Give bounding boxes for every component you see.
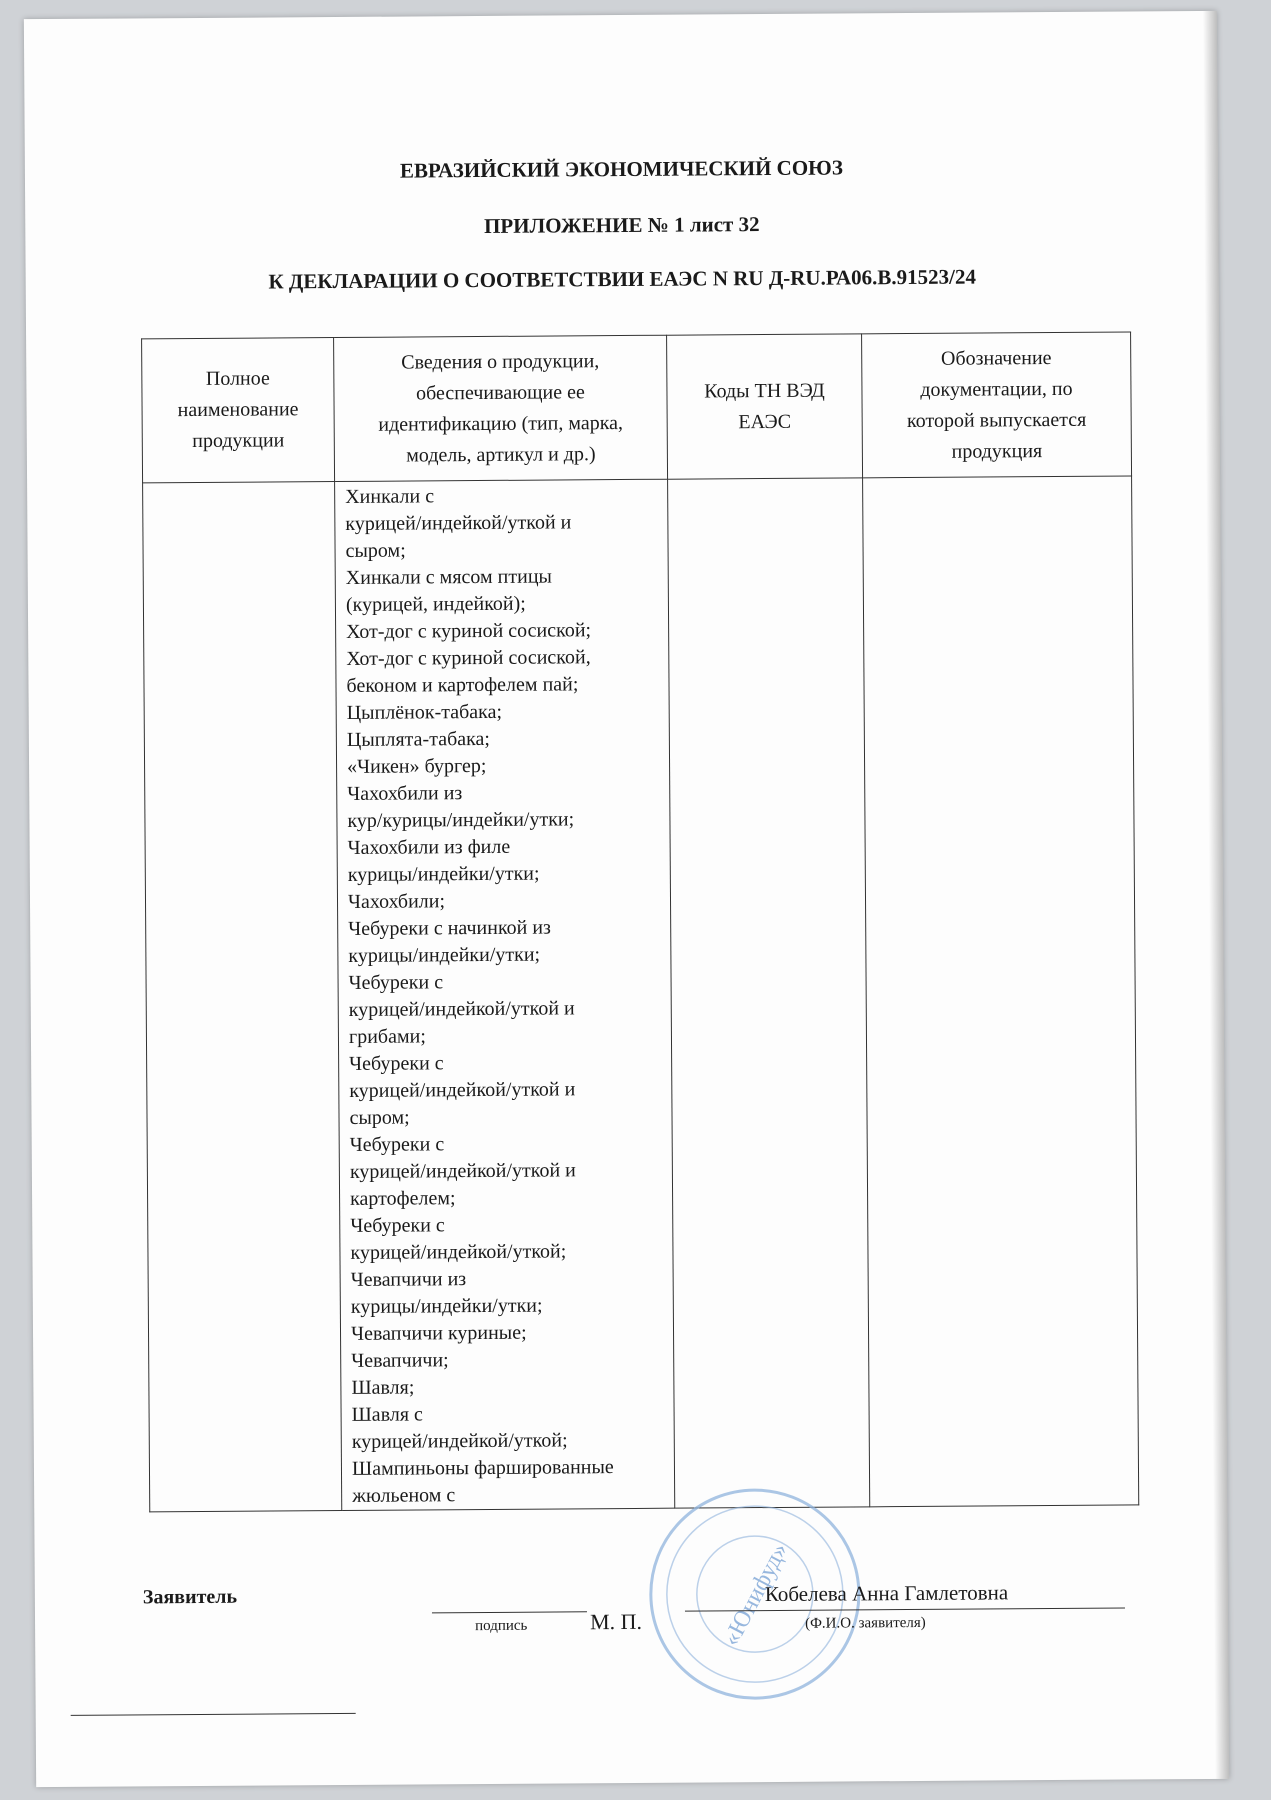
list-item: Чебуреки с [348, 971, 444, 994]
list-item: грибами; [348, 1025, 426, 1048]
list-item: беконом и картофелем пай; [346, 673, 579, 697]
list-item: курицей/индейкой/уткой и [349, 1159, 576, 1183]
column-header-info: Сведения о продукции, обеспечивающие ее идентификацию (тип, марка, модель, артикул и др.) [334, 335, 668, 481]
appendix-title: ПРИЛОЖЕНИЕ № 1 лист 32 [483, 212, 760, 238]
table-header-row [142, 332, 1132, 483]
column-header-documentation: Обозначение документации, по которой выпускается продукция [862, 332, 1132, 478]
list-item: Чебуреки с начинкой из [348, 916, 551, 940]
product-list [335, 480, 674, 1510]
stamp-text: «Юнифуд» [718, 1538, 794, 1651]
column-header-name: Полное наименование продукции [142, 338, 335, 483]
list-item: Чахохбили из [347, 782, 463, 805]
list-item: курицы/индейки/утки; [347, 862, 540, 886]
list-item: Чевапчичи из [350, 1268, 467, 1291]
applicant-name: Кобелева Анна Гамлетовна [764, 1580, 1009, 1607]
seal-label: М. П. [589, 1608, 643, 1635]
list-item: Хот-дог с куриной сосиской, [346, 646, 591, 670]
list-item: сыром; [345, 539, 406, 562]
list-item: картофелем; [350, 1187, 456, 1210]
list-item: Шампиньоны фаршированные [351, 1456, 614, 1480]
cell-product-info [335, 479, 675, 1510]
column-header-codes: Коды ТН ВЭД ЕАЭС [667, 334, 863, 479]
declaration-title: К ДЕКЛАРАЦИИ О СООТВЕТСТВИИ ЕАЭС N RU Д-RU.РА06.В.91523/24 [268, 264, 977, 294]
document-page [24, 11, 1229, 1787]
list-item: Чевапчичи; [351, 1349, 449, 1372]
signature-block [35, 1567, 1229, 1665]
list-item: курицей/индейкой/уткой и [345, 511, 572, 535]
list-item: Чебуреки с [349, 1133, 445, 1156]
list-item: Цыплёнок-табака; [346, 700, 503, 724]
product-table [141, 331, 1139, 1512]
list-item: сыром; [349, 1106, 410, 1129]
applicant-label: Заявитель [142, 1585, 238, 1609]
list-item: Шавля с [351, 1403, 423, 1426]
list-item: курицы/индейки/утки; [350, 1294, 543, 1318]
cell-documentation [863, 476, 1139, 1507]
table-row [143, 476, 1139, 1512]
list-item: Чебуреки с [350, 1214, 445, 1237]
list-item: курицей/индейкой/уткой; [351, 1429, 568, 1453]
union-title: ЕВРАЗИЙСКИЙ ЭКОНОМИЧЕСКИЙ СОЮЗ [399, 155, 843, 183]
list-item: курицей/индейкой/уткой и [348, 997, 575, 1021]
list-item: Хот-дог с куриной сосиской; [346, 619, 592, 643]
cell-codes [668, 478, 870, 1508]
list-item: курицей/индейкой/уткой и [349, 1078, 576, 1102]
list-item: Чахохбили из филе [347, 835, 511, 859]
signature-caption: подпись [475, 1617, 528, 1635]
list-item: Цыплята-табака; [346, 727, 491, 751]
list-item: Хинкали с [345, 485, 435, 508]
list-item: «Чикен» бургер; [346, 754, 487, 778]
name-caption: (Ф.И.О. заявителя) [805, 1614, 926, 1632]
list-item: кур/курицы/индейки/утки; [347, 808, 575, 832]
name-line [685, 1608, 1125, 1612]
footer-line [71, 1713, 356, 1716]
list-item: Чахохбили; [347, 890, 446, 913]
signature-line [432, 1611, 587, 1613]
cell-name [143, 482, 342, 1512]
list-item: Шавля; [351, 1376, 415, 1399]
list-item: курицей/индейкой/уткой; [350, 1240, 567, 1264]
list-item: жюльеном с [352, 1484, 456, 1507]
list-item: Чевапчичи куриные; [350, 1321, 527, 1345]
list-item: (курицей, индейкой); [345, 592, 526, 616]
list-item: Хинкали с мясом птицы [345, 565, 552, 589]
list-item: Чебуреки с [349, 1052, 444, 1075]
list-item: курицы/индейки/утки; [348, 943, 541, 967]
